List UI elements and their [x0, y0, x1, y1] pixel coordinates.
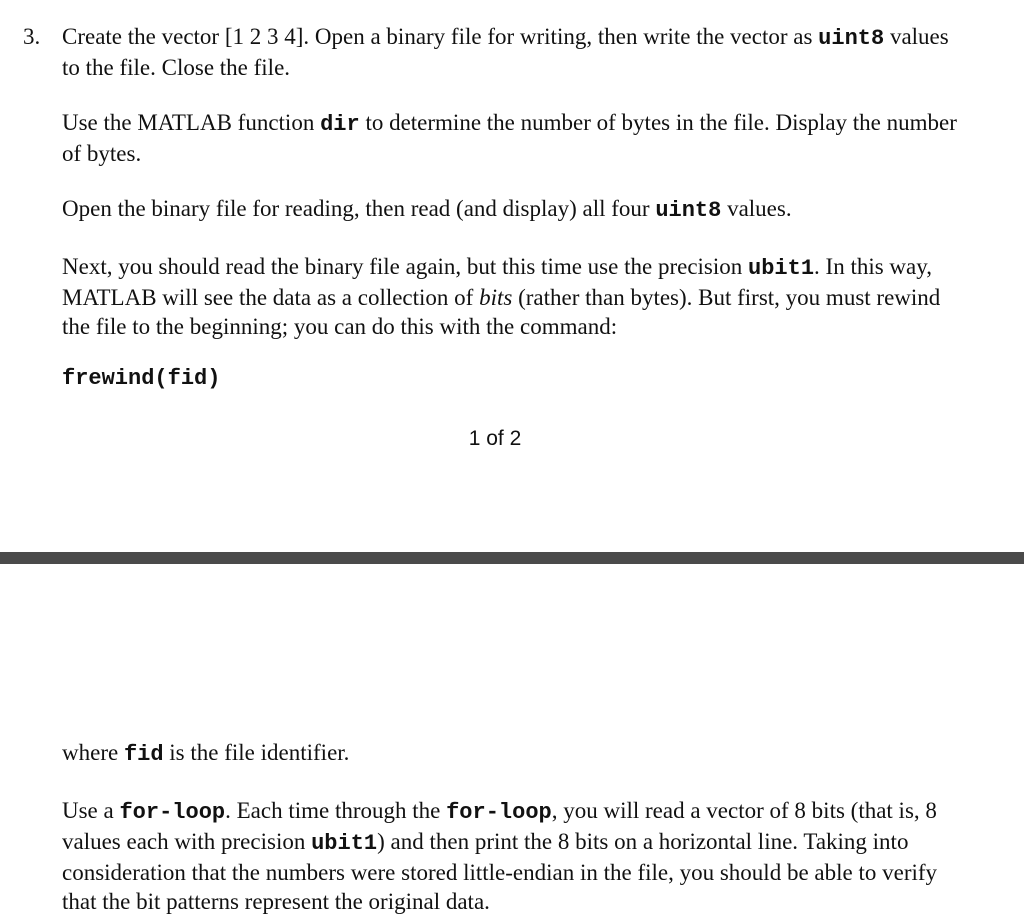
- page-2: [0, 564, 1024, 924]
- code-frewind: frewind(fid): [62, 366, 221, 391]
- question-number: 3.: [23, 24, 41, 49]
- paragraph-dir-function: Use the MATLAB function dir to determine the number of bytes in the file. Display the number of bytes.: [62, 110, 957, 166]
- code-uint8: uint8: [655, 198, 722, 223]
- code-fid: fid: [123, 742, 164, 767]
- code-uint8: uint8: [818, 26, 885, 51]
- code-for-loop: for-loop: [446, 800, 552, 825]
- paragraph-read-values: Open the binary file for reading, then read (and display) all four uint8 values.: [62, 196, 792, 223]
- code-ubit1: ubit1: [748, 256, 815, 281]
- paragraph-for-loop: Use a for-loop. Each time through the for-loop, you will read a vector of 8 bits (that is, 8 values each with precision ubit1) and then print the 8 bits on a horizontal line. Taking into consideration that the numbers were stored little-endian in the file, you should be able to verify that the bit patterns represent the original data.: [62, 798, 938, 914]
- paragraph-create-vector: Create the vector [1 2 3 4]. Open a binary file for writing, then write the vector as uint8 values to the file. Close the file.: [62, 24, 949, 80]
- code-ubit1: ubit1: [311, 831, 378, 856]
- emphasis-bits: bits: [479, 285, 513, 310]
- page-separator: [0, 552, 1024, 564]
- page-number: 1 of 2: [468, 427, 522, 450]
- paragraph-fid-definition: where fid is the file identifier.: [62, 740, 350, 767]
- code-dir: dir: [320, 112, 360, 137]
- paragraph-ubit1-precision: Next, you should read the binary file again, but this time use the precision ubit1. In this way, MATLAB will see the data as a collection of bits (rather than bytes). But first, you must rewind the file to the beginning; you can do this with the command:: [62, 254, 941, 339]
- code-for-loop: for-loop: [119, 800, 226, 825]
